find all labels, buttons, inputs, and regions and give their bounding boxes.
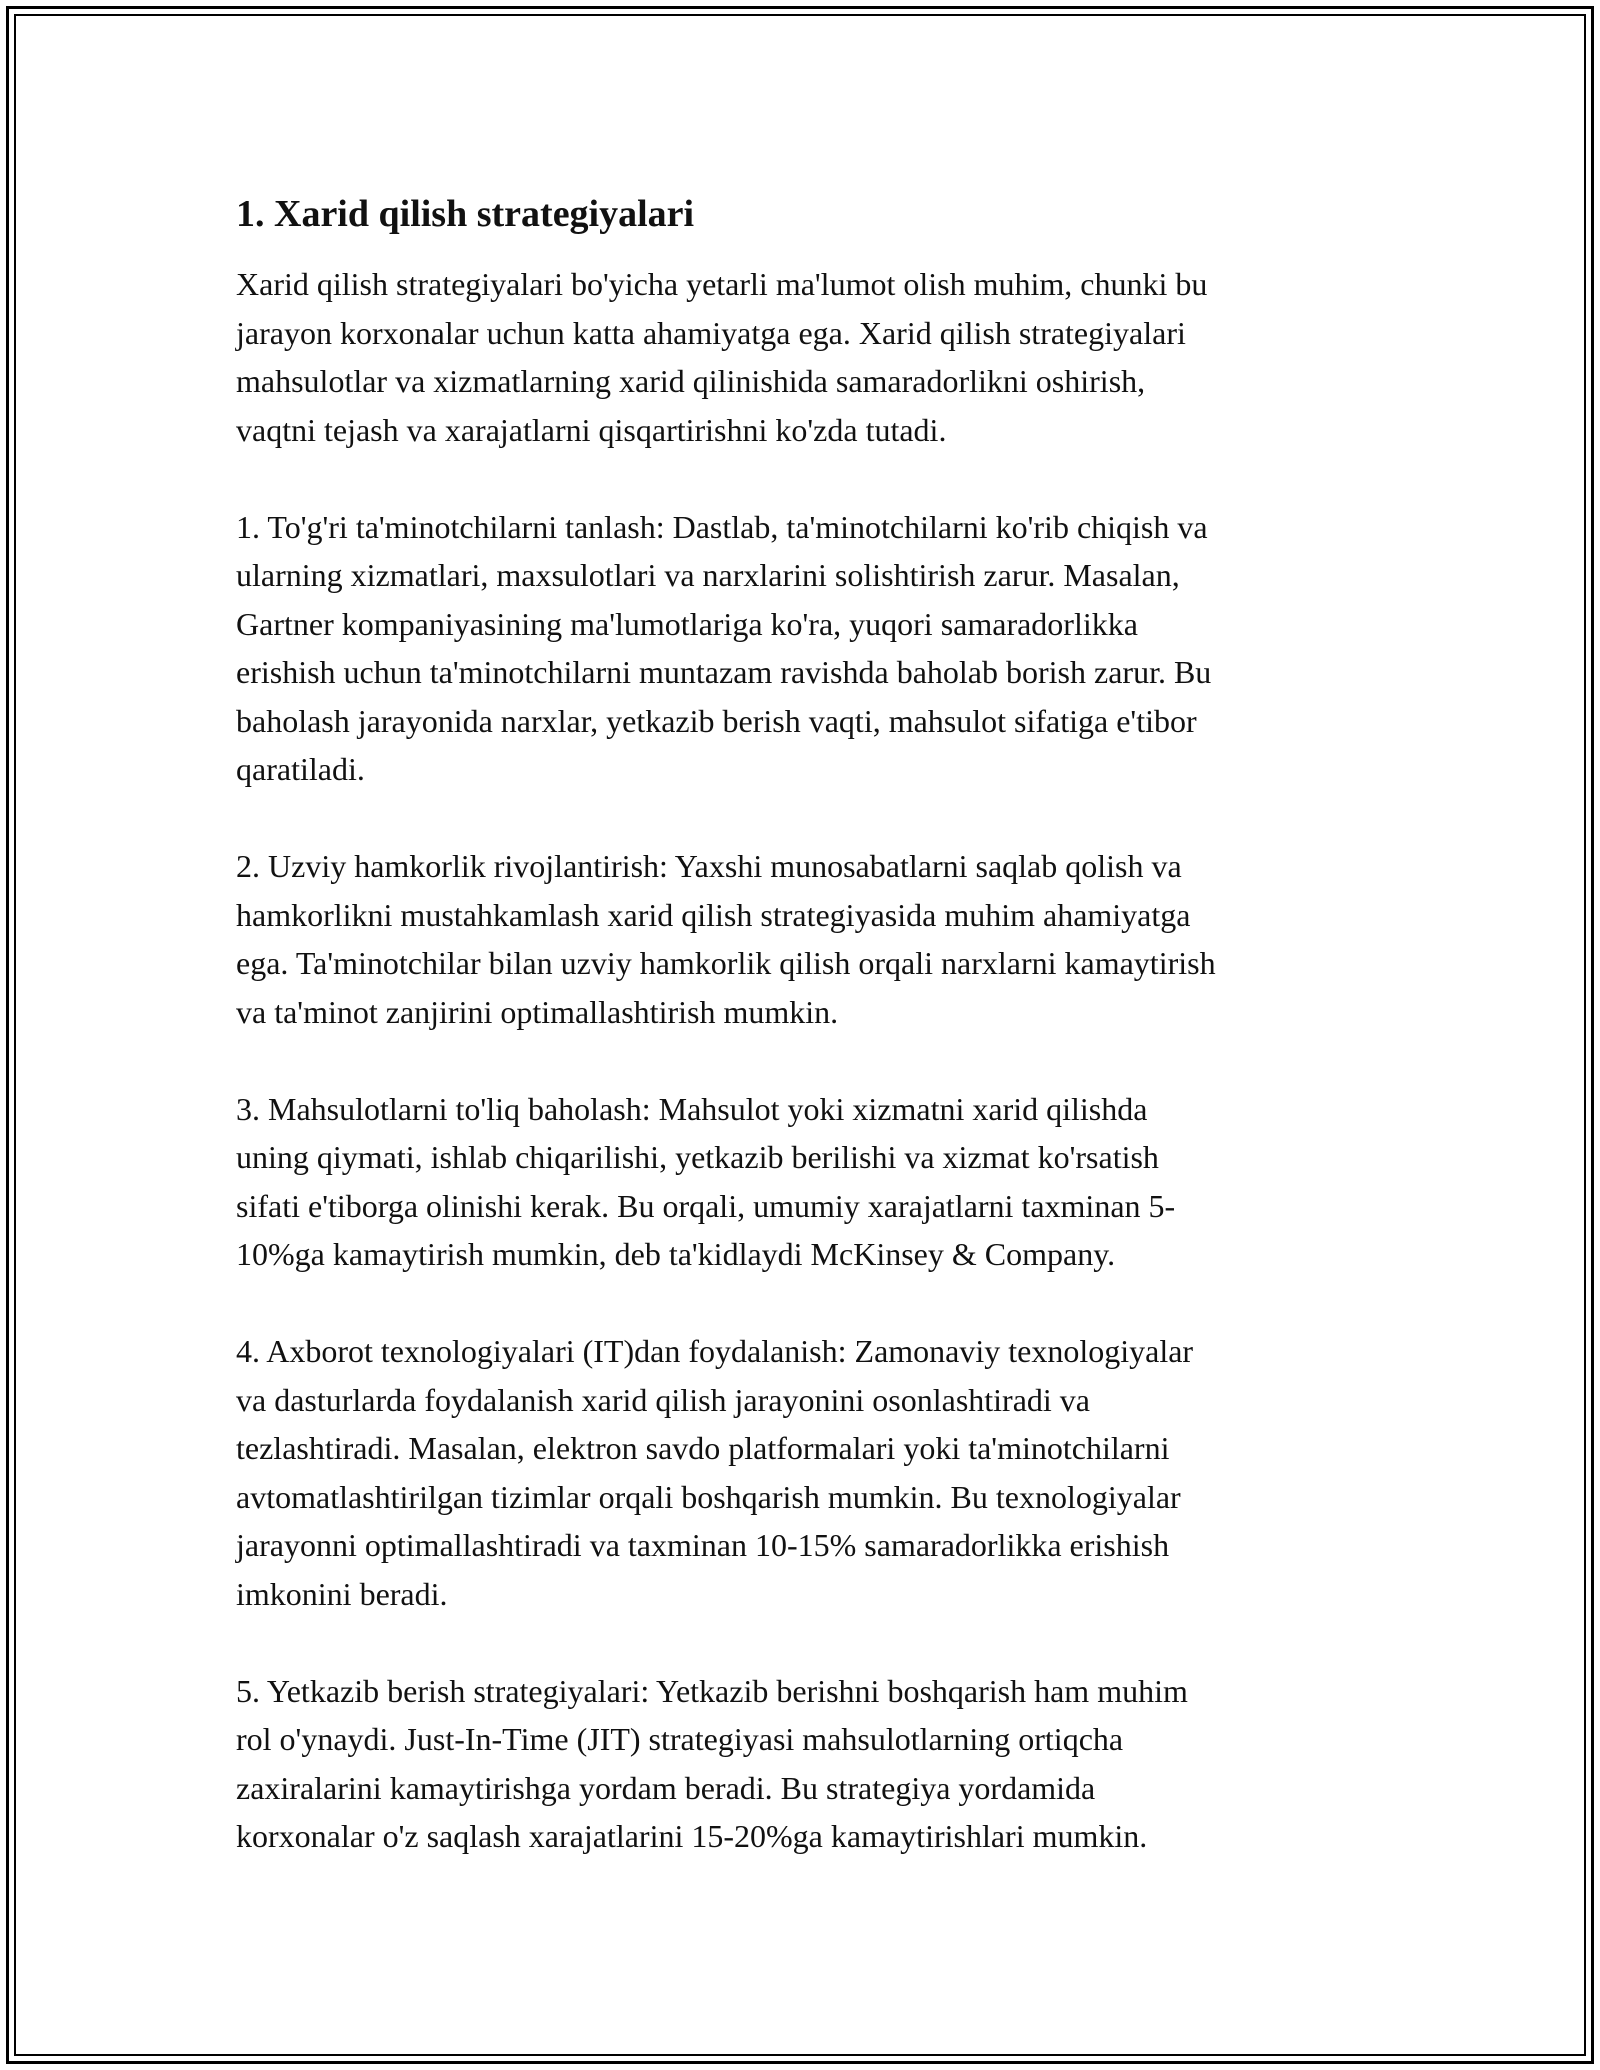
paragraph-line: zaxiralarini kamaytirishga yordam beradi. Bu strategiya yordamida: [236, 1769, 1096, 1806]
paragraph-line: erishish uchun ta'minotchilarni muntazam ravishda baholab borish zarur. Bu: [236, 654, 1212, 690]
paragraph-line: vaqtni tejash va xarajatlarni qisqartirishni ko'zda tutadi.: [236, 411, 947, 448]
paragraph-line: sifati e'tiborga olinishi kerak. Bu orqali, umumiy xarajatlarni taxminan 5-: [236, 1187, 1176, 1224]
paragraph-line: qaratiladi.: [236, 751, 365, 787]
paragraph-line: uning qiymati, ishlab chiqarilishi, yetkazib berilishi va xizmat ko'rsatish: [236, 1139, 1159, 1175]
paragraph-line: va dasturlarda foydalanish xarid qilish jarayonini osonlashtiradi va: [236, 1381, 1090, 1418]
paragraph-line: imkonini beradi.: [236, 1575, 448, 1612]
strategy-item-4: [236, 1327, 1376, 1618]
paragraph-line: ularning xizmatlari, maxsulotlari va narxlarini solishtirish zarur. Masalan,: [236, 557, 1180, 593]
strategy-item-5: [236, 1667, 1376, 1861]
document-body: [236, 190, 1376, 1909]
strategy-item-2: [236, 842, 1376, 1036]
paragraph-line: 2. Uzviy hamkorlik rivojlantirish: Yaxshi munosabatlarni saqlab qolish va: [236, 848, 1182, 884]
intro-paragraph: [236, 260, 1376, 454]
paragraph-line: 1. To'g'ri ta'minotchilarni tanlash: Dastlab, ta'minotchilarni ko'rib chiqish va: [236, 508, 1208, 545]
strategy-item-3: [236, 1085, 1376, 1279]
document-title: 1. Xarid qilish strategiyalari: [236, 193, 695, 235]
paragraph-line: 4. Axborot texnologiyalari (IT)dan foydalanish: Zamonaviy texnologiyalar: [236, 1333, 1194, 1369]
paragraph-line: tezlashtiradi. Masalan, elektron savdo platformalari yoki ta'minotchilarni: [236, 1430, 1170, 1466]
paragraph-line: 3. Mahsulotlarni to'liq baholash: Mahsulot yoki xizmatni xarid qilishda: [236, 1090, 1148, 1127]
paragraph-line: jarayonni optimallashtiradi va taxminan 10-15% samaradorlikka erishish: [236, 1527, 1170, 1563]
paragraph-line: va ta'minot zanjirini optimallashtirish mumkin.: [236, 993, 839, 1030]
paragraph-line: Xarid qilish strategiyalari bo'yicha yetarli ma'lumot olish muhim, chunki bu: [236, 266, 1208, 302]
paragraph-line: 10%ga kamaytirish mumkin, deb ta'kidlaydi McKinsey & Company.: [236, 1236, 1116, 1272]
paragraph-line: korxonalar o'z saqlash xarajatlarini 15-20%ga kamaytirishlari mumkin.: [236, 1818, 1148, 1854]
paragraph-line: Gartner kompaniyasining ma'lumotlariga ko'ra, yuqori samaradorlikka: [236, 605, 1138, 642]
strategy-item-1: [236, 503, 1376, 794]
paragraph-line: rol o'ynaydi. Just-In-Time (JIT) strategiyasi mahsulotlarning ortiqcha: [236, 1721, 1124, 1757]
paragraph-line: mahsulotlar va xizmatlarning xarid qilinishida samaradorlikni oshirish,: [236, 363, 1146, 399]
paragraph-line: baholash jarayonida narxlar, yetkazib berish vaqti, mahsulot sifatiga e'tibor: [236, 702, 1197, 739]
paragraph-line: jarayon korxonalar uchun katta ahamiyatga ega. Xarid qilish strategiyalari: [236, 314, 1186, 351]
paragraph-line: avtomatlashtirilgan tizimlar orqali boshqarish mumkin. Bu texnologiyalar: [236, 1478, 1181, 1515]
paragraph-line: 5. Yetkazib berish strategiyalari: Yetkazib berishni boshqarish ham muhim: [236, 1672, 1188, 1709]
paragraph-line: hamkorlikni mustahkamlash xarid qilish strategiyasida muhim ahamiyatga: [236, 896, 1191, 933]
paragraph-line: ega. Ta'minotchilar bilan uzviy hamkorlik qilish orqali narxlarni kamaytirish: [236, 945, 1216, 981]
